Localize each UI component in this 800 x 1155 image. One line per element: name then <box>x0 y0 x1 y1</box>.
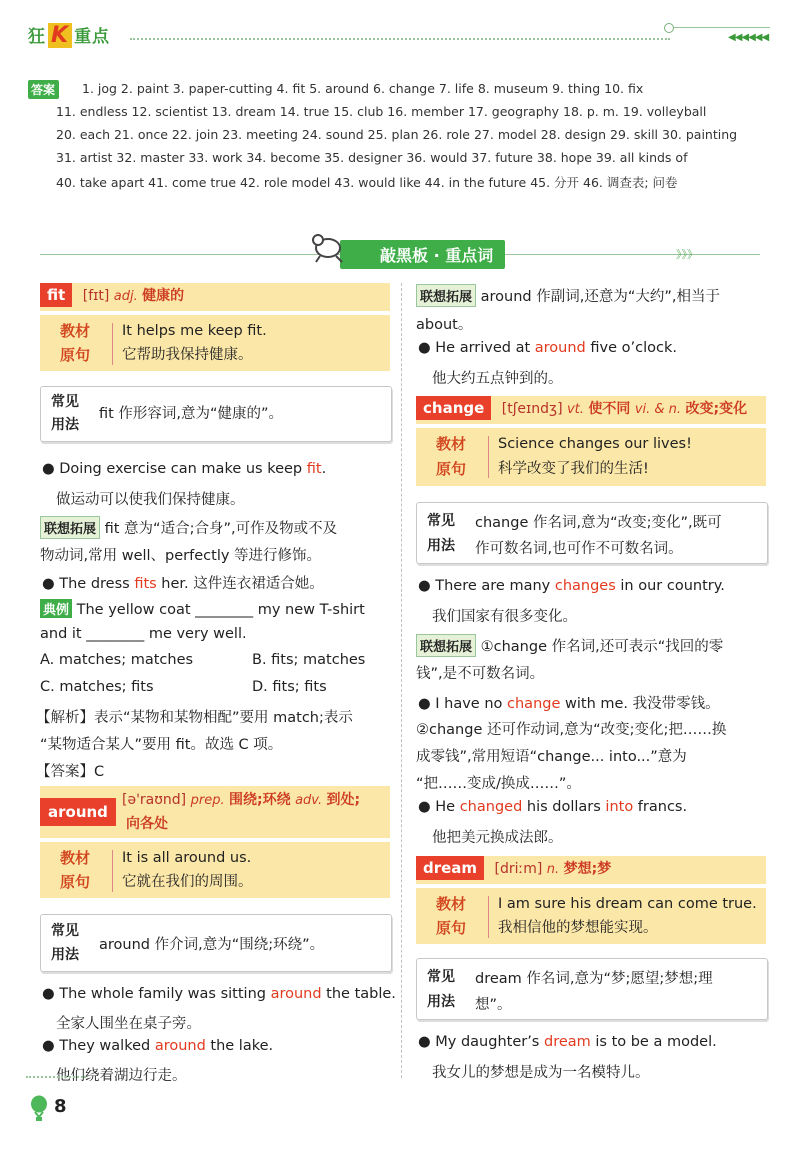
usage-text: fit 作形容词,意为“健康的”。 <box>99 406 284 422</box>
example-cn: 它帮助我保持健康。 <box>122 347 253 363</box>
balloon-icon <box>30 1095 48 1121</box>
mascot-icon <box>306 228 350 272</box>
sentence-cn: 他大约五点钟到的。 <box>432 371 563 387</box>
word-tag: change <box>416 396 491 420</box>
word-header-around <box>40 786 390 838</box>
part-of-speech: n. <box>546 862 560 877</box>
example-question: and it ________ me very well. <box>40 626 247 642</box>
sentence: ● My daughter’s dream is to be a model. <box>418 1034 717 1050</box>
answers-label: 答案 <box>28 80 59 99</box>
usage-label: 常见 <box>427 513 455 529</box>
usage-text: dream 作名词,意为“梦;愿望;梦想;理 <box>475 971 713 987</box>
usage-label: 用法 <box>51 947 79 963</box>
usage-text: around 作介词,意为“围绕;环绕”。 <box>99 937 325 953</box>
example-en: It is all around us. <box>122 850 252 866</box>
usage-label: 常见 <box>51 394 79 410</box>
sentence: ● Doing exercise can make us keep fit. <box>42 461 327 477</box>
sentence-cn: 全家人围坐在桌子旁。 <box>56 1016 201 1032</box>
textbook-example-dream <box>416 888 766 944</box>
answers-line: 11. endless 12. scientist 13. dream 14. true 15. club 16. member 17. geography 18. p. m. 19. volleyball <box>56 104 707 119</box>
extension-line: 联想拓展 fit 意为“适合;合身”,可作及物或不及 <box>40 516 337 539</box>
example-label: 原句 <box>60 346 91 364</box>
word-header-fit <box>40 283 390 311</box>
example-cn: 我相信他的梦想能实现。 <box>498 920 658 936</box>
section-title: 敲黑板 · 重点词 <box>340 240 505 269</box>
usage-box-around <box>40 914 392 972</box>
usage-box-dream <box>416 958 768 1020</box>
word-header-dream <box>416 856 766 884</box>
sentence: ● The dress fits her. 这件连衣裙适合她。 <box>42 576 324 592</box>
example-label: 教材 <box>436 435 467 453</box>
example-en: Science changes our lives! <box>498 436 692 452</box>
definition: 围绕;环绕 <box>229 792 291 808</box>
example-en: It helps me keep fit. <box>122 323 267 339</box>
banner-arrows-icon: 》》》 <box>676 248 698 261</box>
textbook-example-around <box>40 842 390 898</box>
option-c: C. matches; fits <box>40 679 154 695</box>
example-label: 原句 <box>436 919 467 937</box>
usage-label: 常见 <box>427 969 455 985</box>
usage-label: 用法 <box>427 994 455 1010</box>
textbook-example-fit <box>40 315 390 371</box>
answers-line: 31. artist 32. master 33. work 34. become 35. designer 36. would 37. future 38. hope 39. all kinds of <box>56 150 688 165</box>
example-cn: 它就在我们的周围。 <box>122 874 253 890</box>
part-of-speech: vi. & n. <box>634 402 682 417</box>
definition: 使不同 <box>588 401 631 417</box>
example-label: 原句 <box>436 460 467 478</box>
usage-box-fit <box>40 386 392 442</box>
sentence: ● I have no change with me. 我没带零钱。 <box>418 696 720 712</box>
footer-rule <box>26 1076 86 1078</box>
example-label: 教材 <box>60 849 91 867</box>
example-label: 原句 <box>60 873 91 891</box>
definition: 到处; <box>326 792 361 808</box>
phonetic: [tʃeɪndʒ] <box>501 401 563 417</box>
sentence-cn: 他把美元换成法郎。 <box>432 830 563 846</box>
usage-text: 作可数名词,也可作不可数名词。 <box>475 541 683 557</box>
analysis: 【解析】表示“某物和某物相配”要用 match;表示 <box>36 710 353 726</box>
answer: 【答案】C <box>36 764 105 780</box>
extension-line: about。 <box>416 317 473 333</box>
example-label: 教材 <box>436 895 467 913</box>
option-b: B. fits; matches <box>252 652 366 668</box>
sentence: ● They walked around the lake. <box>42 1038 274 1054</box>
word-header-change <box>416 396 766 424</box>
header-rule <box>670 27 770 28</box>
definition: 向各处 <box>126 816 168 832</box>
header-divider <box>130 38 670 40</box>
definition: 健康的 <box>142 288 185 304</box>
analysis: “某物适合某人”要用 fit。故选 C 项。 <box>40 737 283 753</box>
sentence-cn: 我女儿的梦想是成为一名模特儿。 <box>432 1065 650 1081</box>
usage-label: 用法 <box>51 417 79 433</box>
phonetic: [ə'raʊnd] <box>122 792 187 808</box>
phonetic: [fɪt] <box>82 288 110 304</box>
extension-line: 钱”,是不可数名词。 <box>416 666 545 682</box>
word-tag: fit <box>40 283 72 307</box>
sentence: ● The whole family was sitting around the table. <box>42 986 396 1002</box>
phonetic: [driːm] <box>494 861 543 877</box>
example-en: I am sure his dream can come true. <box>498 896 757 912</box>
usage-text: 想”。 <box>475 997 512 1013</box>
part-of-speech: prep. <box>190 793 225 808</box>
sentence-cn: 他们绕着湖边行走。 <box>56 1068 187 1084</box>
sentence: ● He changed his dollars into francs. <box>418 799 688 815</box>
sentence: ● He arrived at around five o’clock. <box>418 340 677 356</box>
column-divider <box>401 283 402 1078</box>
example-question: 典例 The yellow coat ________ my new T-shirt <box>40 599 365 618</box>
sentence-cn: 做运动可以使我们保持健康。 <box>56 492 245 508</box>
extension-line: 物动词,常用 well、perfectly 等进行修饰。 <box>40 548 322 564</box>
brand-logo: 狂 K 重点 <box>28 23 111 48</box>
usage-text: change 作名词,意为“改变;变化”,既可 <box>475 515 722 531</box>
option-a: A. matches; matches <box>40 652 194 668</box>
answers-line: 40. take apart 41. come true 42. role model 43. would like 44. in the future 45. 分开 46. 调查表; 问卷 <box>56 175 678 190</box>
page-number: 8 <box>54 1096 67 1117</box>
definition: 改变;变化 <box>685 401 748 417</box>
extension-line: 联想拓展 around 作副词,还意为“大约”,相当于 <box>416 284 720 307</box>
definition: 梦想;梦 <box>563 861 612 877</box>
sentence: ● There are many changes in our country. <box>418 578 725 594</box>
extension-line: ②change 还可作动词,意为“改变;变化;把……换 <box>416 722 727 738</box>
extension-line: “把……变成/换成……”。 <box>416 776 581 792</box>
part-of-speech: adv. <box>295 793 323 808</box>
header-circle-icon <box>664 23 674 33</box>
answers-line: 1. jog 2. paint 3. paper-cutting 4. fit 5. around 6. change 7. life 8. museum 9. thing 10. fix <box>82 81 644 96</box>
part-of-speech: adj. <box>113 289 138 304</box>
usage-label: 用法 <box>427 538 455 554</box>
word-tag: around <box>40 798 116 826</box>
usage-label: 常见 <box>51 923 79 939</box>
extension-line: 成零钱”,常用短语“change... into...”意为 <box>416 749 687 765</box>
example-label: 教材 <box>60 322 91 340</box>
part-of-speech: vt. <box>566 402 584 417</box>
header-arrows-icon: ◀◀◀◀◀◀ <box>728 32 769 43</box>
extension-line: 联想拓展 ①change 作名词,还可表示“找回的零 <box>416 634 723 657</box>
example-cn: 科学改变了我们的生活! <box>498 461 649 477</box>
option-d: D. fits; fits <box>252 679 327 695</box>
answers-line: 20. each 21. once 22. join 23. meeting 24. sound 25. plan 26. role 27. model 28. design 29. skill 30. painting <box>56 127 738 142</box>
usage-box-change <box>416 502 768 564</box>
sentence-cn: 我们国家有很多变化。 <box>432 609 577 625</box>
word-tag: dream <box>416 856 484 880</box>
textbook-example-change <box>416 428 766 486</box>
